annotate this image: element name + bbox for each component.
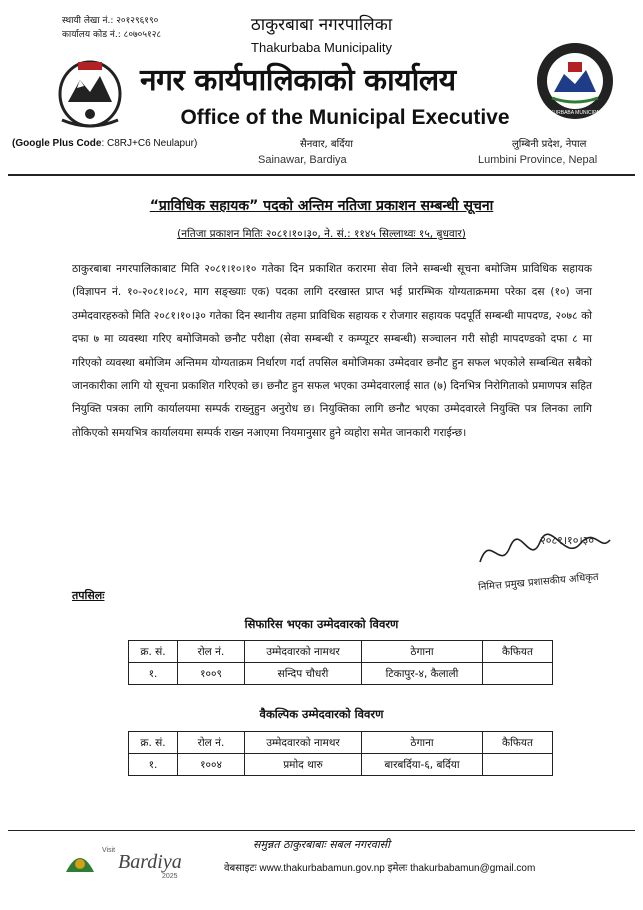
office-title-en: Office of the Municipal Executive <box>180 106 510 129</box>
email-link[interactable]: thakurbabamun@gmail.com <box>410 863 536 874</box>
col-address: ठेगाना <box>362 732 483 754</box>
address-en: Sainawar, Bardiya <box>258 154 347 166</box>
col-remarks: कैफियत <box>483 732 553 754</box>
logo-bardiya: Bardiya <box>118 851 182 873</box>
notice-body: ठाकुरबाबा नगरपालिकाबाट मिति २०८१।१०।१० गतेका दिन प्रकाशित करारमा सेवा लिने सम्बन्धी सूचना बमोजिम प्राविधिक सहायक (विज्ञापन नं. १०-२०८१।०८२, माग सङ्ख्याः एक) पदका लागि दरखास्त प्राप्त भई प्रारम्भिक योग्यताक्रममा परेका दस (१०) जना उम्मेदवारहरुको मिति २०८१।१०।३० गतेका दिन स्थानीय तहमा प्राविधिक सहायक र रोजगार सहायक पदपूर्ति सम्बन्धी मापदण्ड, २०७८ को दफा ७ मा व्यवस्था गरिए बमोजिमको छनौट परीक्षा (सेवा सम्बन्धी र कम्प्यूटर सम्बन्धी) सञ्चालन गरी सोही मापदण्डको दफा ८ मा गरिएको व्यवस्था बमोजिम अन्तिमम योग्यताक्रम निर्धारण गर्दा तपसिल बमोजिमका उम्मेदवार छनौट हुन सफल भएकोले सम्बन्धित सबैको जानकारीका लागि यो सूचना प्रकाशित गरिएको छ। छनौट हुन सफल भएका उम्मेदवारलाई सात (७) दिनभित्र निरोगिताको प्रमाणपत्र सहित नियुक्ति पत्रका लागि कार्यालयमा सम्पर्क राख्नुहुन अनुरोध छ। नियुक्तिका लागि छनौट भएका उम्मेदवारले नियुक्ति पत्र लिनका लागि तोकिएको समयभित्र कार्यालयमा सम्पर्क राख्न नआएमा नियमानुसार हुने व्यहोरा समेत जानकारी गराईन्छ। <box>72 263 592 439</box>
cell-remarks <box>483 663 553 685</box>
notice-title: “प्राविधिक सहायक” पदको अन्तिम नतिजा प्रकाशन सम्बन्धी सूचना <box>149 198 494 214</box>
google-plus-label: (Google Plus Code <box>12 138 102 149</box>
pan-number: स्थायी लेखा नं.: २०१२९६१९० <box>62 16 159 26</box>
logo-year: 2025 <box>162 873 178 880</box>
recommended-table <box>128 640 553 685</box>
table-header-row <box>129 641 553 663</box>
table-header-row <box>129 732 553 754</box>
website-link[interactable]: www.thakurbabamun.gov.np <box>259 863 385 874</box>
col-roll: रोल नं. <box>178 732 245 754</box>
tapasil-label: तपसिलः <box>72 589 105 602</box>
logo-visit: Visit <box>102 847 116 854</box>
cell-roll: १००४ <box>178 754 245 776</box>
cell-roll: १००९ <box>178 663 245 685</box>
table-row <box>129 663 553 685</box>
signature-date: २०८१।१०।३० <box>540 534 595 547</box>
email-label: इमेलः <box>387 863 408 874</box>
recommended-caption: सिफारिस भएका उम्मेदवारको विवरण <box>244 617 399 631</box>
col-sn: क्र. सं. <box>129 732 178 754</box>
cell-sn: १. <box>129 754 178 776</box>
footer-contact <box>224 860 535 874</box>
col-address: ठेगाना <box>362 641 483 663</box>
address-np: सैनवार, बर्दिया <box>300 139 353 150</box>
municipality-name-en: Thakurbaba Municipality <box>251 40 392 55</box>
cell-address: टिकापुर-४, कैलाली <box>362 663 483 685</box>
footer-slogan: समुन्नत ठाकुरबाबाः सबल नगरवासी <box>253 838 390 851</box>
province-np: लुम्बिनी प्रदेश, नेपाल <box>512 139 587 150</box>
website-label: वेबसाइटः <box>224 863 257 874</box>
nepal-emblem-logo <box>50 54 130 130</box>
table-row <box>129 754 553 776</box>
footer-divider <box>8 830 635 831</box>
col-remarks: कैफियत <box>483 641 553 663</box>
office-title-np: नगर कार्यपालिकाको कार्यालय <box>140 63 456 98</box>
office-code: कार्यालय कोड नं.: ८०७०५१२८ <box>62 30 162 40</box>
signature-title: निमित्त प्रमुख प्रशासकीय अधिकृत <box>477 571 600 594</box>
alternate-caption: वैकल्पिक उम्मेदवारको विवरण <box>259 707 384 721</box>
google-plus-code <box>12 138 197 149</box>
province-en: Lumbini Province, Nepal <box>478 154 598 166</box>
notice-subtitle: (नतिजा प्रकाशन मितिः २०८१।१०।३०, ने. सं.: ११४५ सिल्लाथ्वः १५, बुधवार) <box>177 228 466 240</box>
col-name: उम्मेदवारको नामथर <box>245 641 362 663</box>
cell-address: बारबर्दिया-६, बर्दिया <box>362 754 483 776</box>
cell-name: प्रमोद थारु <box>245 754 362 776</box>
municipality-logo <box>534 40 616 122</box>
col-roll: रोल नं. <box>178 641 245 663</box>
municipality-logo-text: THAKURBABA MUNICIPALITY <box>540 110 610 116</box>
alternate-table <box>128 731 553 776</box>
cell-remarks <box>483 754 553 776</box>
google-plus-value: : C8RJ+C6 Neulapur) <box>101 138 198 149</box>
cell-sn: १. <box>129 663 178 685</box>
col-sn: क्र. सं. <box>129 641 178 663</box>
header-divider <box>8 174 635 176</box>
col-name: उम्मेदवारको नामथर <box>245 732 362 754</box>
municipality-name-np: ठाकुरबाबा नगरपालिका <box>250 15 393 35</box>
cell-name: सन्दिप चौधरी <box>245 663 362 685</box>
